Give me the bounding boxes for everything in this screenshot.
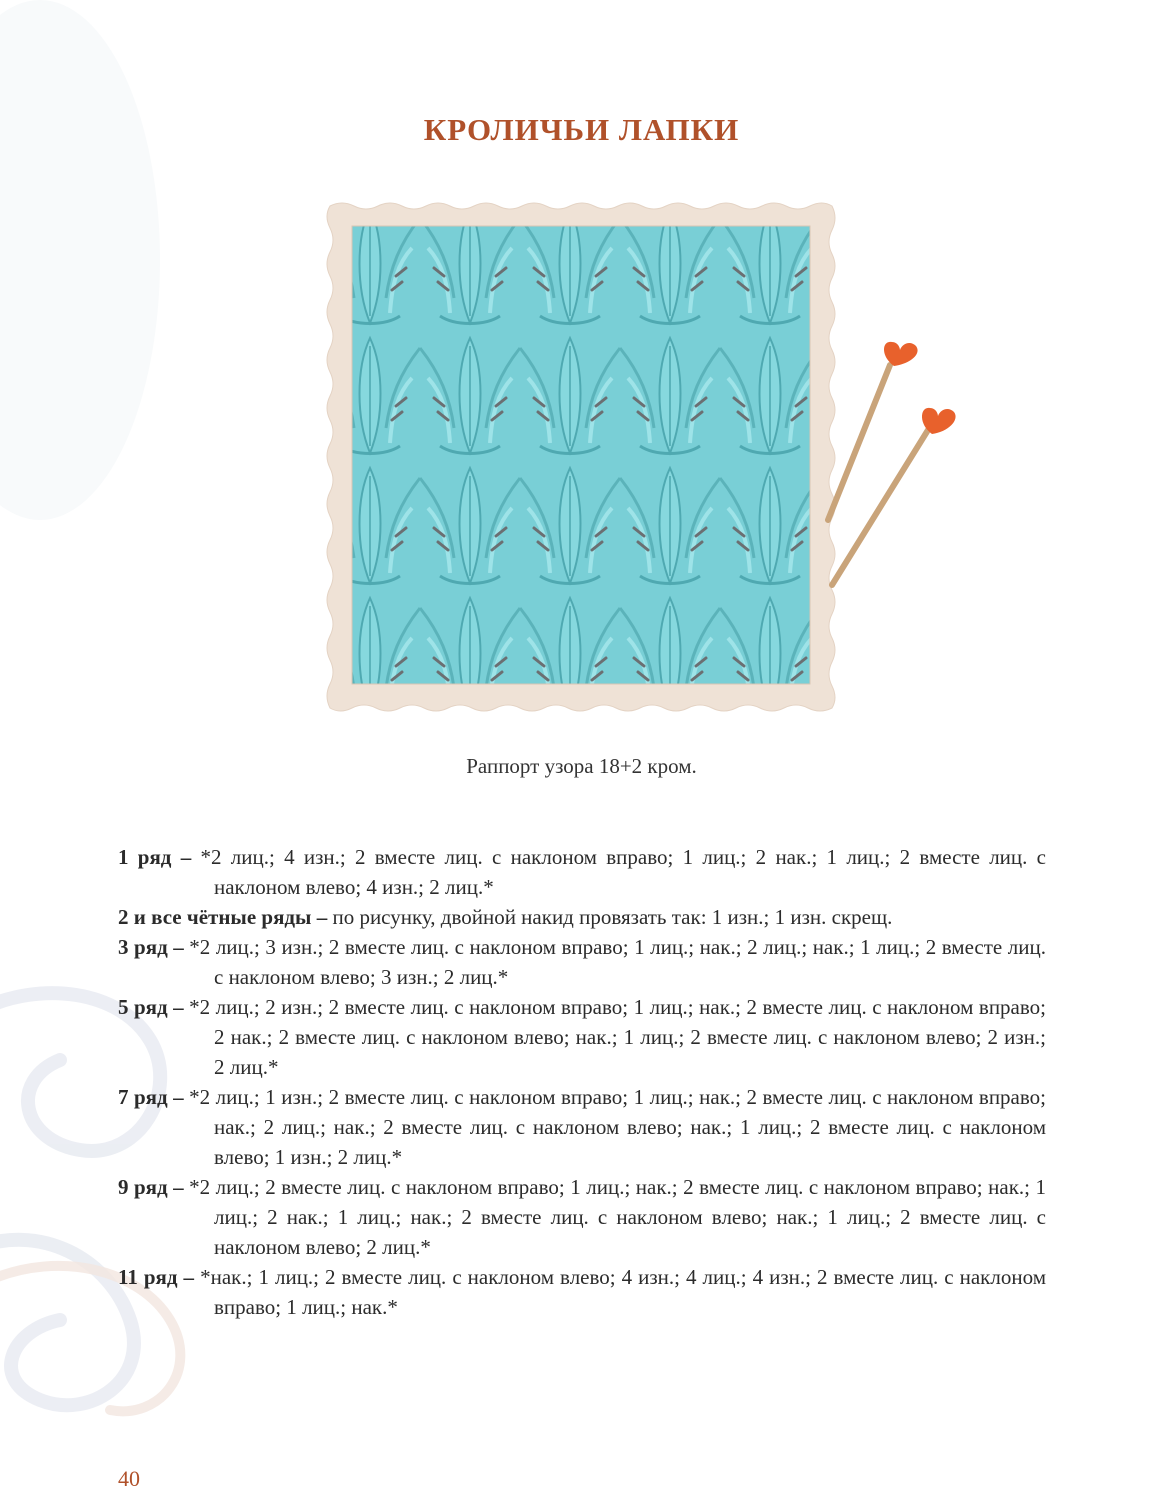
row-label: 7 ряд –	[118, 1085, 184, 1109]
row-text: *2 лиц.; 2 изн.; 2 вместе лиц. с наклоном вправо; 1 лиц.; нак.; 2 вместе лиц. с наклоном вправо; 2 нак.; 2 вместе лиц. с наклоном влево; нак.; 1 лиц.; 2 вместе лиц. с наклоном влево; 2 изн.; 2 лиц.*	[183, 995, 1046, 1079]
row-text: по рисунку, двойной накид провязать так: 1 изн.; 1 изн. скрещ.	[327, 905, 893, 929]
row-label: 1 ряд –	[118, 845, 192, 869]
instruction-row	[118, 1262, 1046, 1322]
row-label: 11 ряд –	[118, 1265, 195, 1289]
knitting-instructions	[118, 842, 1046, 1322]
page-number: 40	[118, 1466, 140, 1491]
row-text: *нак.; 1 лиц.; 2 вместе лиц. с наклоном влево; 4 изн.; 4 лиц.; 4 изн.; 2 вместе лиц. с наклоном вправо; 1 лиц.; нак.*	[194, 1265, 1046, 1319]
instruction-row	[118, 842, 1046, 902]
knitting-needles-icon	[810, 330, 980, 590]
instruction-row	[118, 1172, 1046, 1262]
instruction-row	[118, 932, 1046, 992]
stamp-frame-illustration	[320, 198, 840, 718]
row-text: *2 лиц.; 2 вместе лиц. с наклоном вправо; 1 лиц.; нак.; 2 вместе лиц. с наклоном вправо; нак.; 1 лиц.; 2 нак.; 1 лиц.; нак.; 2 вместе лиц. с наклоном влево; нак.; 1 лиц.; 2 вместе лиц. с наклоном влево; 2 лиц.*	[183, 1175, 1046, 1259]
row-text: *2 лиц.; 4 изн.; 2 вместе лиц. с наклоном вправо; 1 лиц.; 2 нак.; 1 лиц.; 2 вместе лиц. с наклоном влево; 4 изн.; 2 лиц.*	[191, 845, 1046, 899]
instruction-row	[118, 1082, 1046, 1172]
row-label: 2 и все чётные ряды –	[118, 905, 328, 929]
instruction-row	[118, 992, 1046, 1082]
row-label: 9 ряд –	[118, 1175, 184, 1199]
pattern-repeat-caption: Раппорт узора 18+2 кром.	[466, 754, 697, 778]
row-text: *2 лиц.; 3 изн.; 2 вместе лиц. с наклоном вправо; 1 лиц.; нак.; 2 лиц.; нак.; 1 лиц.; 2 вместе лиц. с наклоном влево; 3 изн.; 2 лиц.*	[183, 935, 1046, 989]
instruction-row	[118, 902, 1046, 932]
page-title: КРОЛИЧЬИ ЛАПКИ	[423, 112, 740, 147]
knit-sample-photo-stamp	[320, 198, 840, 718]
row-label: 5 ряд –	[118, 995, 184, 1019]
row-text: *2 лиц.; 1 изн.; 2 вместе лиц. с наклоном вправо; 1 лиц.; нак.; 2 вместе лиц. с наклоном вправо; нак.; 2 лиц.; нак.; 2 вместе лиц. с наклоном влево; нак.; 1 лиц.; 2 вместе лиц. с наклоном влево; 1 изн.; 2 лиц.*	[183, 1085, 1046, 1169]
knit-fabric-image	[352, 226, 810, 684]
row-label: 3 ряд –	[118, 935, 184, 959]
